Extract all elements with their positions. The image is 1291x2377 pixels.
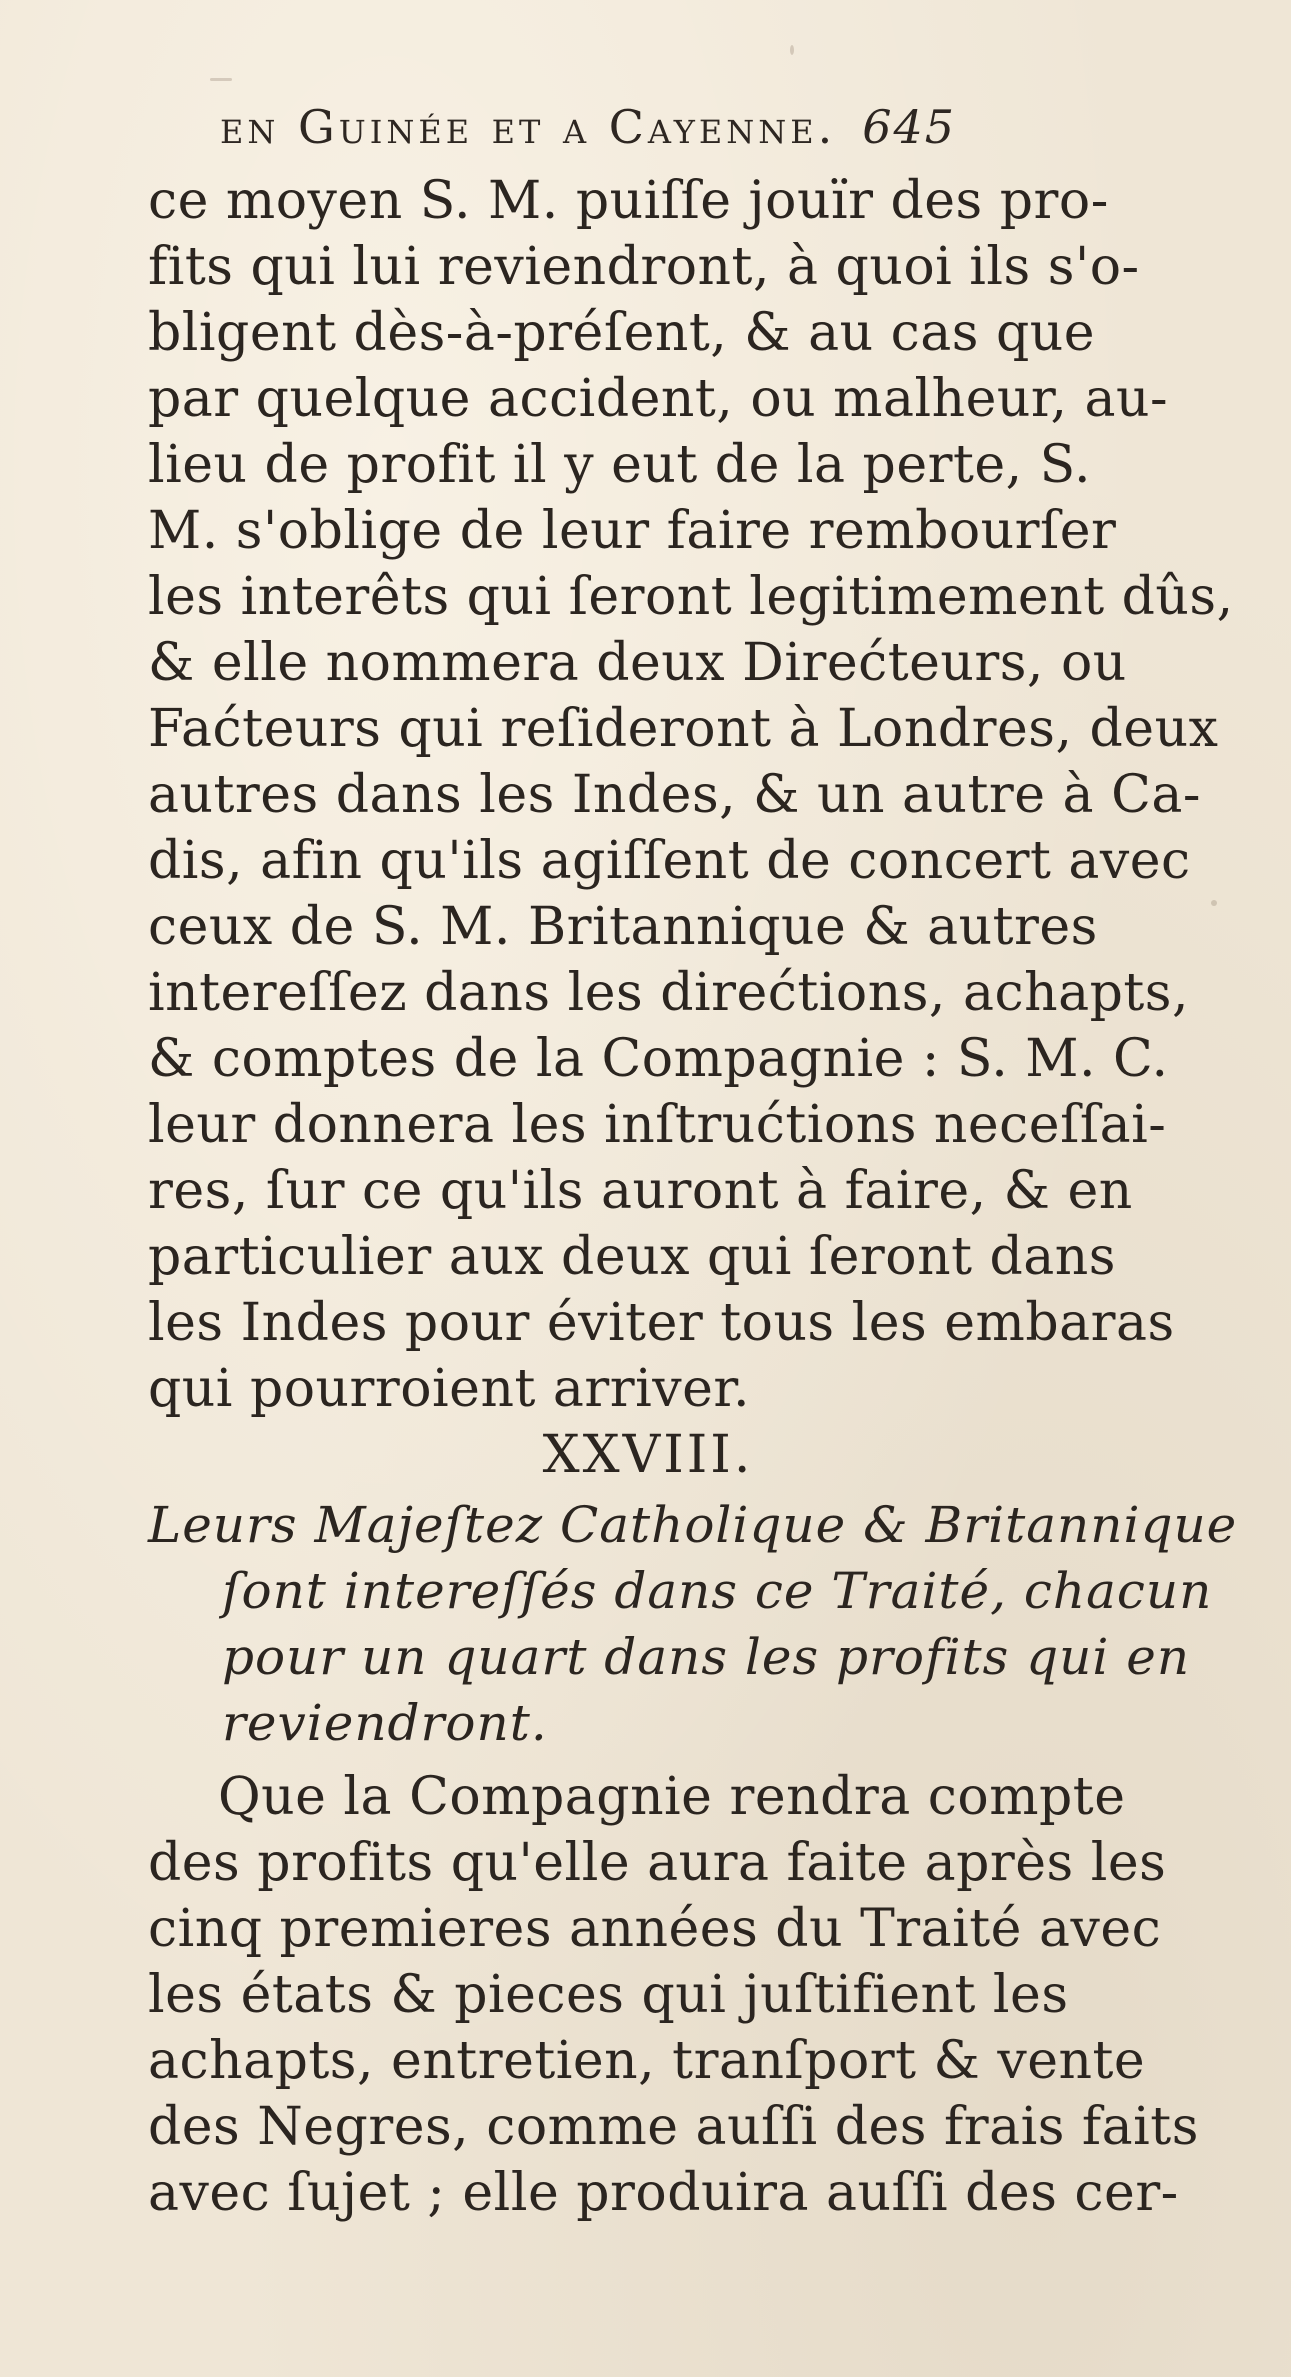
article-summary	[148, 1492, 1238, 1756]
text-line: fits qui lui reviendront, à quoi ils s'o-	[148, 237, 1140, 297]
running-head	[220, 100, 1120, 154]
text-line: par quelque accident, ou malheur, au-	[148, 369, 1169, 429]
text-line: cinq premieres années du Traité avec	[148, 1899, 1162, 1959]
text-line: ce moyen S. M. puiſſe jouïr des pro-	[148, 171, 1109, 231]
text-line: M. s'oblige de leur faire rembourſer	[148, 501, 1117, 561]
text-line: des profits qu'elle aura faite après les	[148, 1833, 1167, 1893]
text-line: qui pourroient arriver.	[148, 1359, 751, 1419]
text-line: & elle nommera deux Direćteurs, ou	[148, 633, 1127, 693]
text-line: bligent dès-à-préſent, & au cas que	[148, 303, 1096, 363]
text-line: ceux de S. M. Britannique & autres	[148, 897, 1098, 957]
page-body	[148, 168, 1238, 2226]
paragraph-1	[148, 168, 1234, 1422]
text-line: Faćteurs qui reſideront à Londres, deux	[148, 699, 1219, 759]
text-line: dis, afin qu'ils agiſſent de concert avec	[148, 831, 1191, 891]
paragraph-2	[148, 1764, 1199, 2226]
paper-fleck	[210, 78, 232, 81]
paper-fleck	[790, 45, 794, 55]
summary-line: Leurs Majeſtez Catholique & Britannique	[148, 1496, 1238, 1554]
text-line: & comptes de la Compagnie : S. M. C.	[148, 1029, 1169, 1089]
page-number: 645	[862, 100, 957, 154]
paper-fleck	[1211, 900, 1217, 906]
running-title: en Guinée et a Cayenne.	[220, 100, 837, 154]
text-line: les états & pieces qui juſtifient les	[148, 1965, 1069, 2025]
text-line: lieu de profit il y eut de la perte, S.	[148, 435, 1091, 495]
text-line: particulier aux deux qui ſeront dans	[148, 1227, 1116, 1287]
text-line: des Negres, comme auſſi des frais faits	[148, 2097, 1199, 2157]
text-line: res, ſur ce qu'ils auront à faire, & en	[148, 1161, 1133, 1221]
text-line: intereſſez dans les direćtions, achapts,	[148, 963, 1189, 1023]
summary-line: pour un quart dans les profits qui en	[222, 1628, 1191, 1686]
text-line: leur donnera les inſtrućtions neceſſai-	[148, 1095, 1167, 1155]
text-line: Que la Compagnie rendra compte	[218, 1767, 1126, 1827]
text-line: achapts, entretien, tranſport & vente	[148, 2031, 1146, 2091]
article-number: XXVIII.	[542, 1425, 754, 1485]
text-line: avec ſujet ; elle produira auſſi des cer-	[148, 2163, 1179, 2223]
text-line: les Indes pour éviter tous les embaras	[148, 1293, 1175, 1353]
text-line: les interêts qui ſeront legitimement dûs,	[148, 567, 1234, 627]
summary-line: reviendront.	[222, 1694, 548, 1752]
summary-line: ſont intereſſés dans ce Traité, chacun	[222, 1562, 1213, 1620]
text-line: autres dans les Indes, & un autre à Ca-	[148, 765, 1201, 825]
